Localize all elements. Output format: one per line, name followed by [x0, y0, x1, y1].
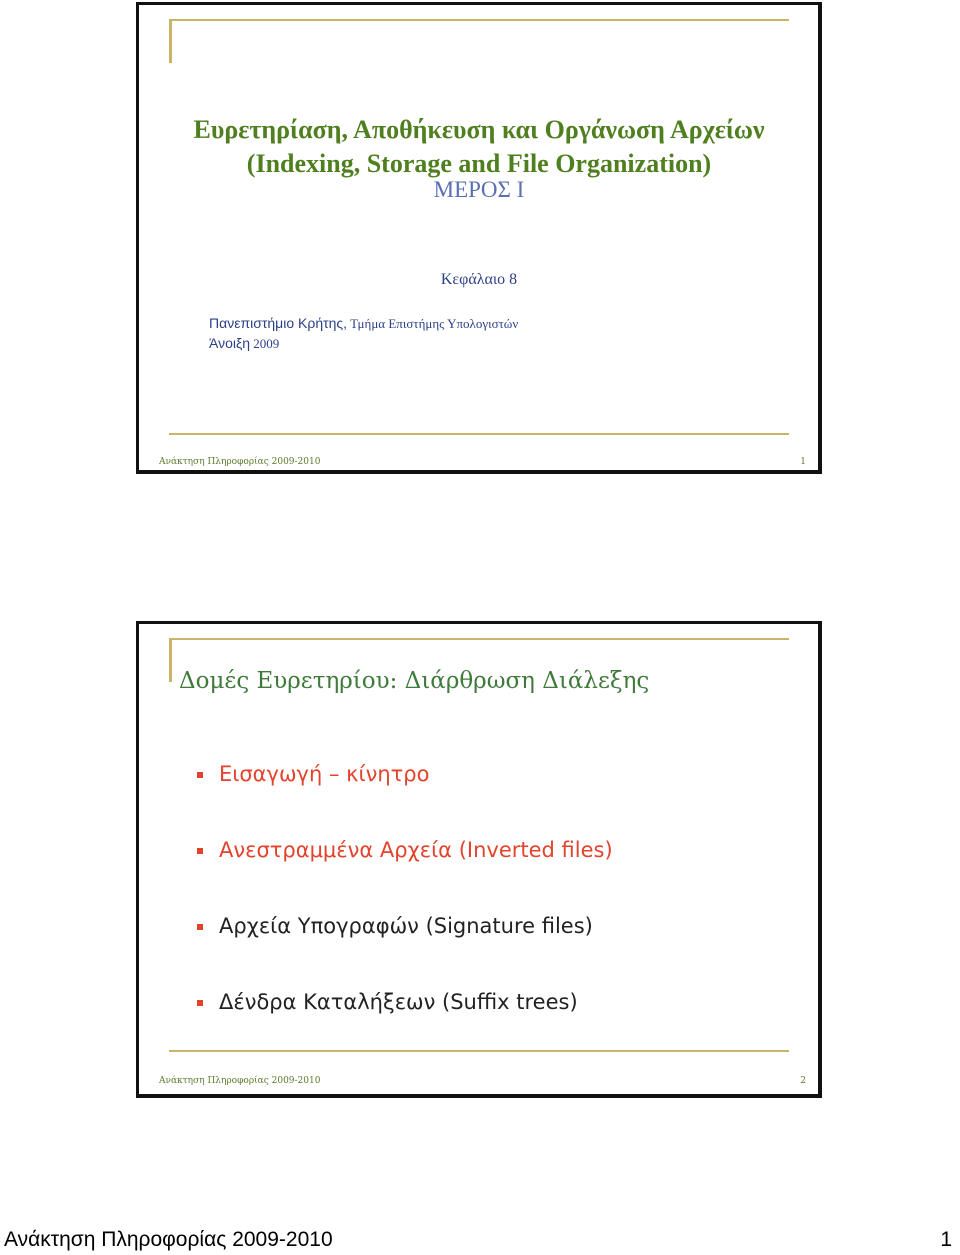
slide-1-chapter: Κεφάλαιο 8: [440, 271, 518, 288]
top-rule-tick: [169, 19, 172, 63]
slide-2-page-number: 2: [800, 1076, 806, 1086]
bullet-text: Δένδρα Καταλήξεων (Suffix trees): [219, 990, 578, 1014]
top-rule: [169, 19, 789, 21]
top-rule: [169, 638, 789, 640]
slide-1-page-number: 1: [800, 457, 806, 467]
slide-1-date: [209, 335, 279, 352]
bullet-square-icon: [197, 924, 203, 930]
bullet-text: Αρχεία Υπογραφών (Signature files): [219, 914, 593, 938]
page-number: 1: [940, 1228, 952, 1251]
bullet-square-icon: [197, 772, 203, 778]
page-footer: Ανάκτηση Πληροφορίας 2009-2010: [4, 1228, 333, 1251]
department-name: Τμήμα Επιστήμης Υπολογιστών: [347, 316, 519, 331]
season: Άνοιξη: [209, 335, 251, 351]
top-rule-tick: [169, 638, 172, 682]
slide-1-footer: Ανάκτηση Πληροφορίας 2009-2010: [159, 457, 321, 467]
university-name: Πανεπιστήμιο Κρήτης,: [209, 315, 348, 331]
year: 2009: [250, 336, 280, 351]
slide-2: [136, 621, 822, 1098]
slide-1: [136, 2, 822, 474]
slide-1-part: ΜΕΡΟΣ Ι: [433, 177, 525, 202]
slide-1-title-line-2: (Indexing, Storage and File Organization): [246, 149, 712, 178]
bullet-text: Εισαγωγή – κίνητρο: [219, 762, 430, 786]
bottom-rule: [169, 1050, 789, 1052]
bullet-square-icon: [197, 848, 203, 854]
bullet-square-icon: [197, 1000, 203, 1006]
bottom-rule: [169, 433, 789, 435]
slide-2-title: Δομές Ευρετηρίου: Διάρθρωση Διάλεξης: [179, 668, 650, 694]
bullet-text: Ανεστραμμένα Αρχεία (Inverted files): [219, 838, 613, 862]
slide-1-title-line-1: Ευρετηρίαση, Αποθήκευση και Οργάνωση Αρχείων: [193, 115, 765, 144]
slide-2-footer: Ανάκτηση Πληροφορίας 2009-2010: [159, 1076, 321, 1086]
slide-1-affiliation: [209, 315, 518, 332]
